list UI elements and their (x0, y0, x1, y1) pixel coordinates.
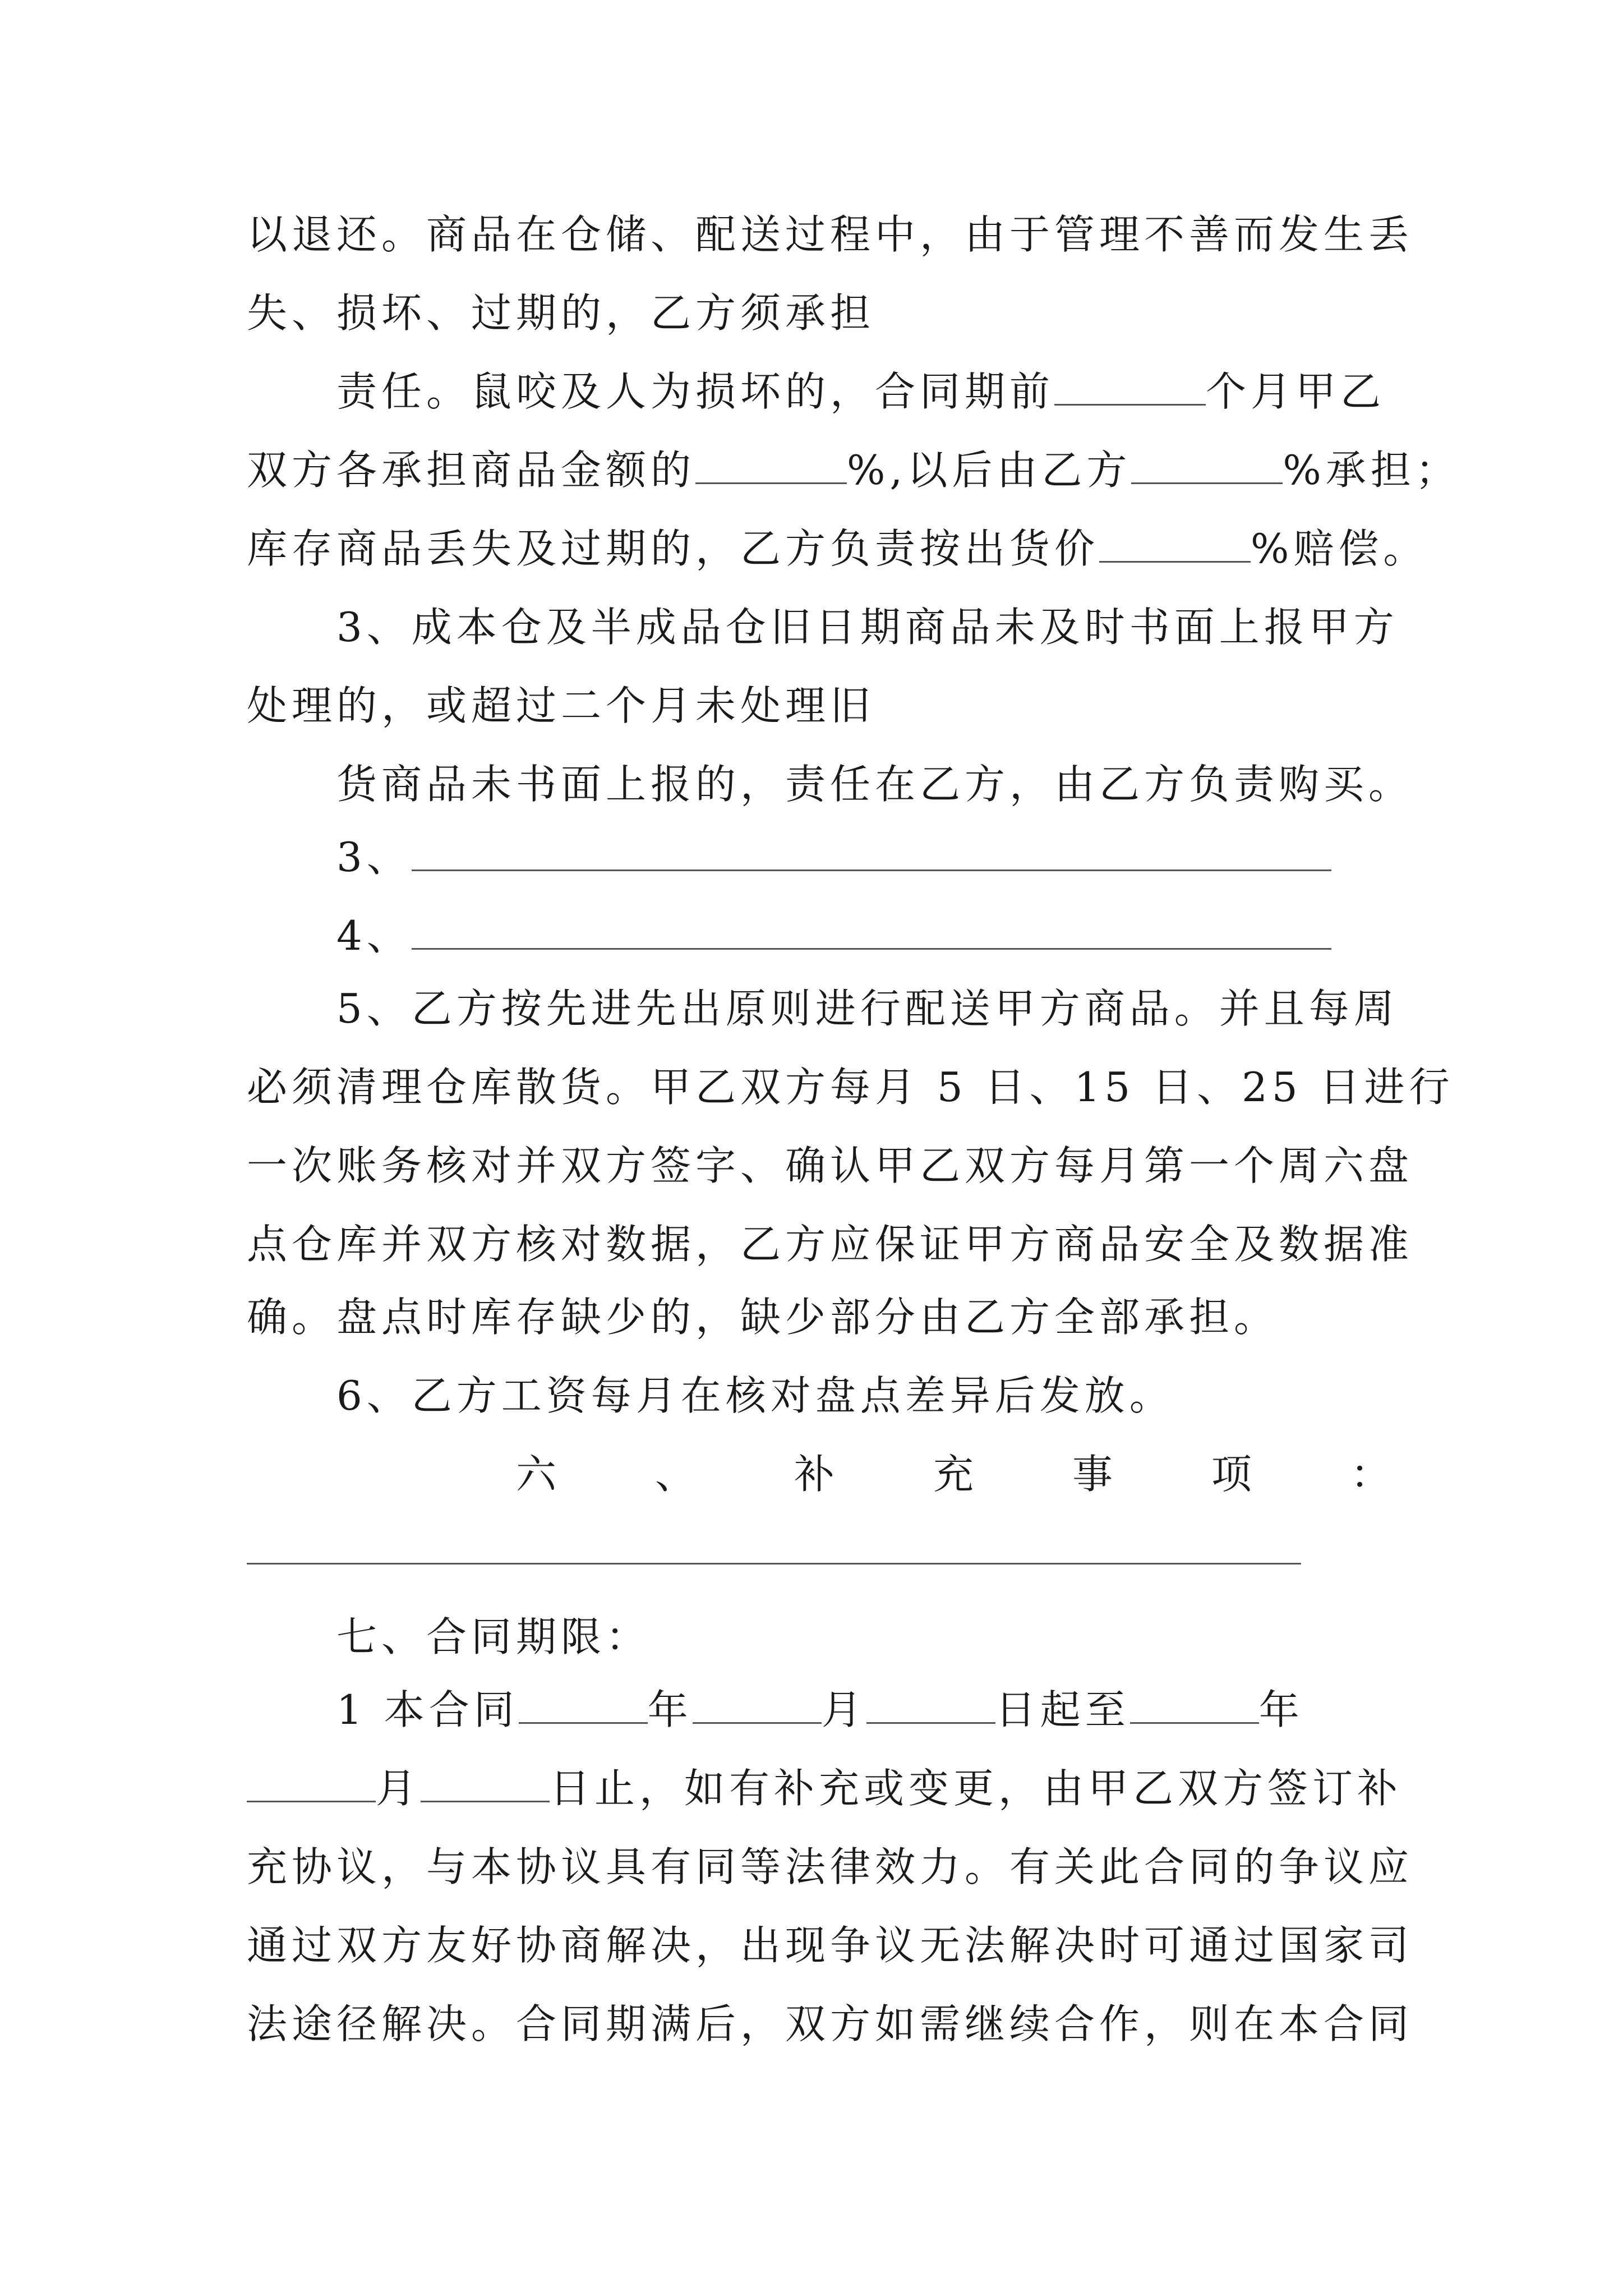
text-line: 充协议，与本协议具有同等法律效力。有关此合同的争议应 (247, 1843, 1414, 1890)
blank-field (1054, 369, 1206, 406)
heading-char: 事 (1072, 1451, 1113, 1498)
text-fragment: 月 (376, 1765, 421, 1812)
heading-char: ： (1350, 1451, 1391, 1498)
text-line (336, 1683, 1304, 1737)
blank-rule (247, 1563, 1301, 1565)
text-line (247, 1761, 1402, 1815)
text-fragment: 双方各承担商品金额的 (247, 447, 696, 494)
text-line (336, 365, 1385, 418)
text-line: 点仓库并双方核对数据，乙方应保证甲方商品安全及数据准 (247, 1221, 1414, 1268)
text-line: 必须清理仓库散货。甲乙双方每月 5 日、15 日、25 日进行 (247, 1064, 1454, 1111)
text-line: 失、损坏、过期的，乙方须承担 (247, 289, 875, 337)
text-line: 法途径解决。合同期满后，双方如需继续合作，则在本合同 (247, 2000, 1414, 2047)
text-line: 通过双方友好协商解决，出现争议无法解决时可通过国家司 (247, 1922, 1414, 1969)
blank-field (247, 1766, 376, 1802)
text-fragment: 年 (1258, 1686, 1304, 1733)
blank-field (695, 448, 847, 484)
list-number: 4、 (336, 912, 412, 959)
heading-char: 补 (794, 1451, 834, 1498)
text-line (336, 909, 1331, 963)
text-line: 处理的，或超过二个月未处理旧 (247, 682, 875, 729)
text-line: 5、乙方按先进先出原则进行配送甲方商品。并且每周 (336, 985, 1399, 1032)
text-line: 七、合同期限： (336, 1613, 651, 1660)
heading-char: 六 (516, 1451, 557, 1498)
blank-field (412, 913, 1331, 950)
text-line (247, 443, 1460, 497)
text-fragment: 日起至 (995, 1686, 1130, 1733)
blank-field (1131, 448, 1283, 484)
text-fragment: 库存商品丢失及过期的，乙方负责按出货价 (247, 525, 1100, 572)
section-heading (516, 1447, 1391, 1501)
heading-char: 、 (654, 1451, 695, 1498)
text-fragment: %赔偿。 (1251, 525, 1428, 572)
text-line: 一次账务核对并双方签字、确认甲乙双方每月第一个周六盘 (247, 1142, 1414, 1189)
blank-field (693, 1687, 822, 1724)
text-fragment: 责任。鼠咬及人为损坏的，合同期前 (336, 368, 1055, 415)
blank-field (866, 1687, 995, 1724)
text-line: 以退还。商品在仓储、配送过程中，由于管理不善而发生丢 (247, 211, 1414, 258)
text-line: 3、成本仓及半成品仓旧日期商品未及时书面上报甲方 (336, 604, 1399, 651)
text-fragment: 日止，如有补充或变更，由甲乙双方签订补 (550, 1765, 1403, 1812)
text-fragment: %,以后由乙方 (847, 447, 1132, 494)
list-number: 3、 (336, 834, 412, 881)
blank-field (1099, 526, 1251, 563)
heading-char: 项 (1211, 1451, 1252, 1498)
blank-field (412, 835, 1331, 871)
blank-field (1130, 1687, 1259, 1724)
text-fragment: 月 (821, 1686, 866, 1733)
blank-field (421, 1766, 550, 1802)
text-line (336, 830, 1331, 884)
text-fragment: 年 (647, 1686, 693, 1733)
text-line: 确。盘点时库存缺少的，缺少部分由乙方全部承担。 (247, 1294, 1279, 1341)
text-line: 货商品未书面上报的，责任在乙方，由乙方负责购买。 (336, 761, 1414, 808)
blank-field (519, 1687, 648, 1724)
heading-char: 充 (933, 1451, 974, 1498)
text-fragment: %承担； (1283, 447, 1460, 494)
text-line (247, 522, 1428, 576)
text-fragment: 1 本合同 (336, 1686, 519, 1733)
text-fragment: 个月甲乙 (1206, 368, 1386, 415)
text-line: 6、乙方工资每月在核对盘点差异后发放。 (336, 1372, 1174, 1419)
